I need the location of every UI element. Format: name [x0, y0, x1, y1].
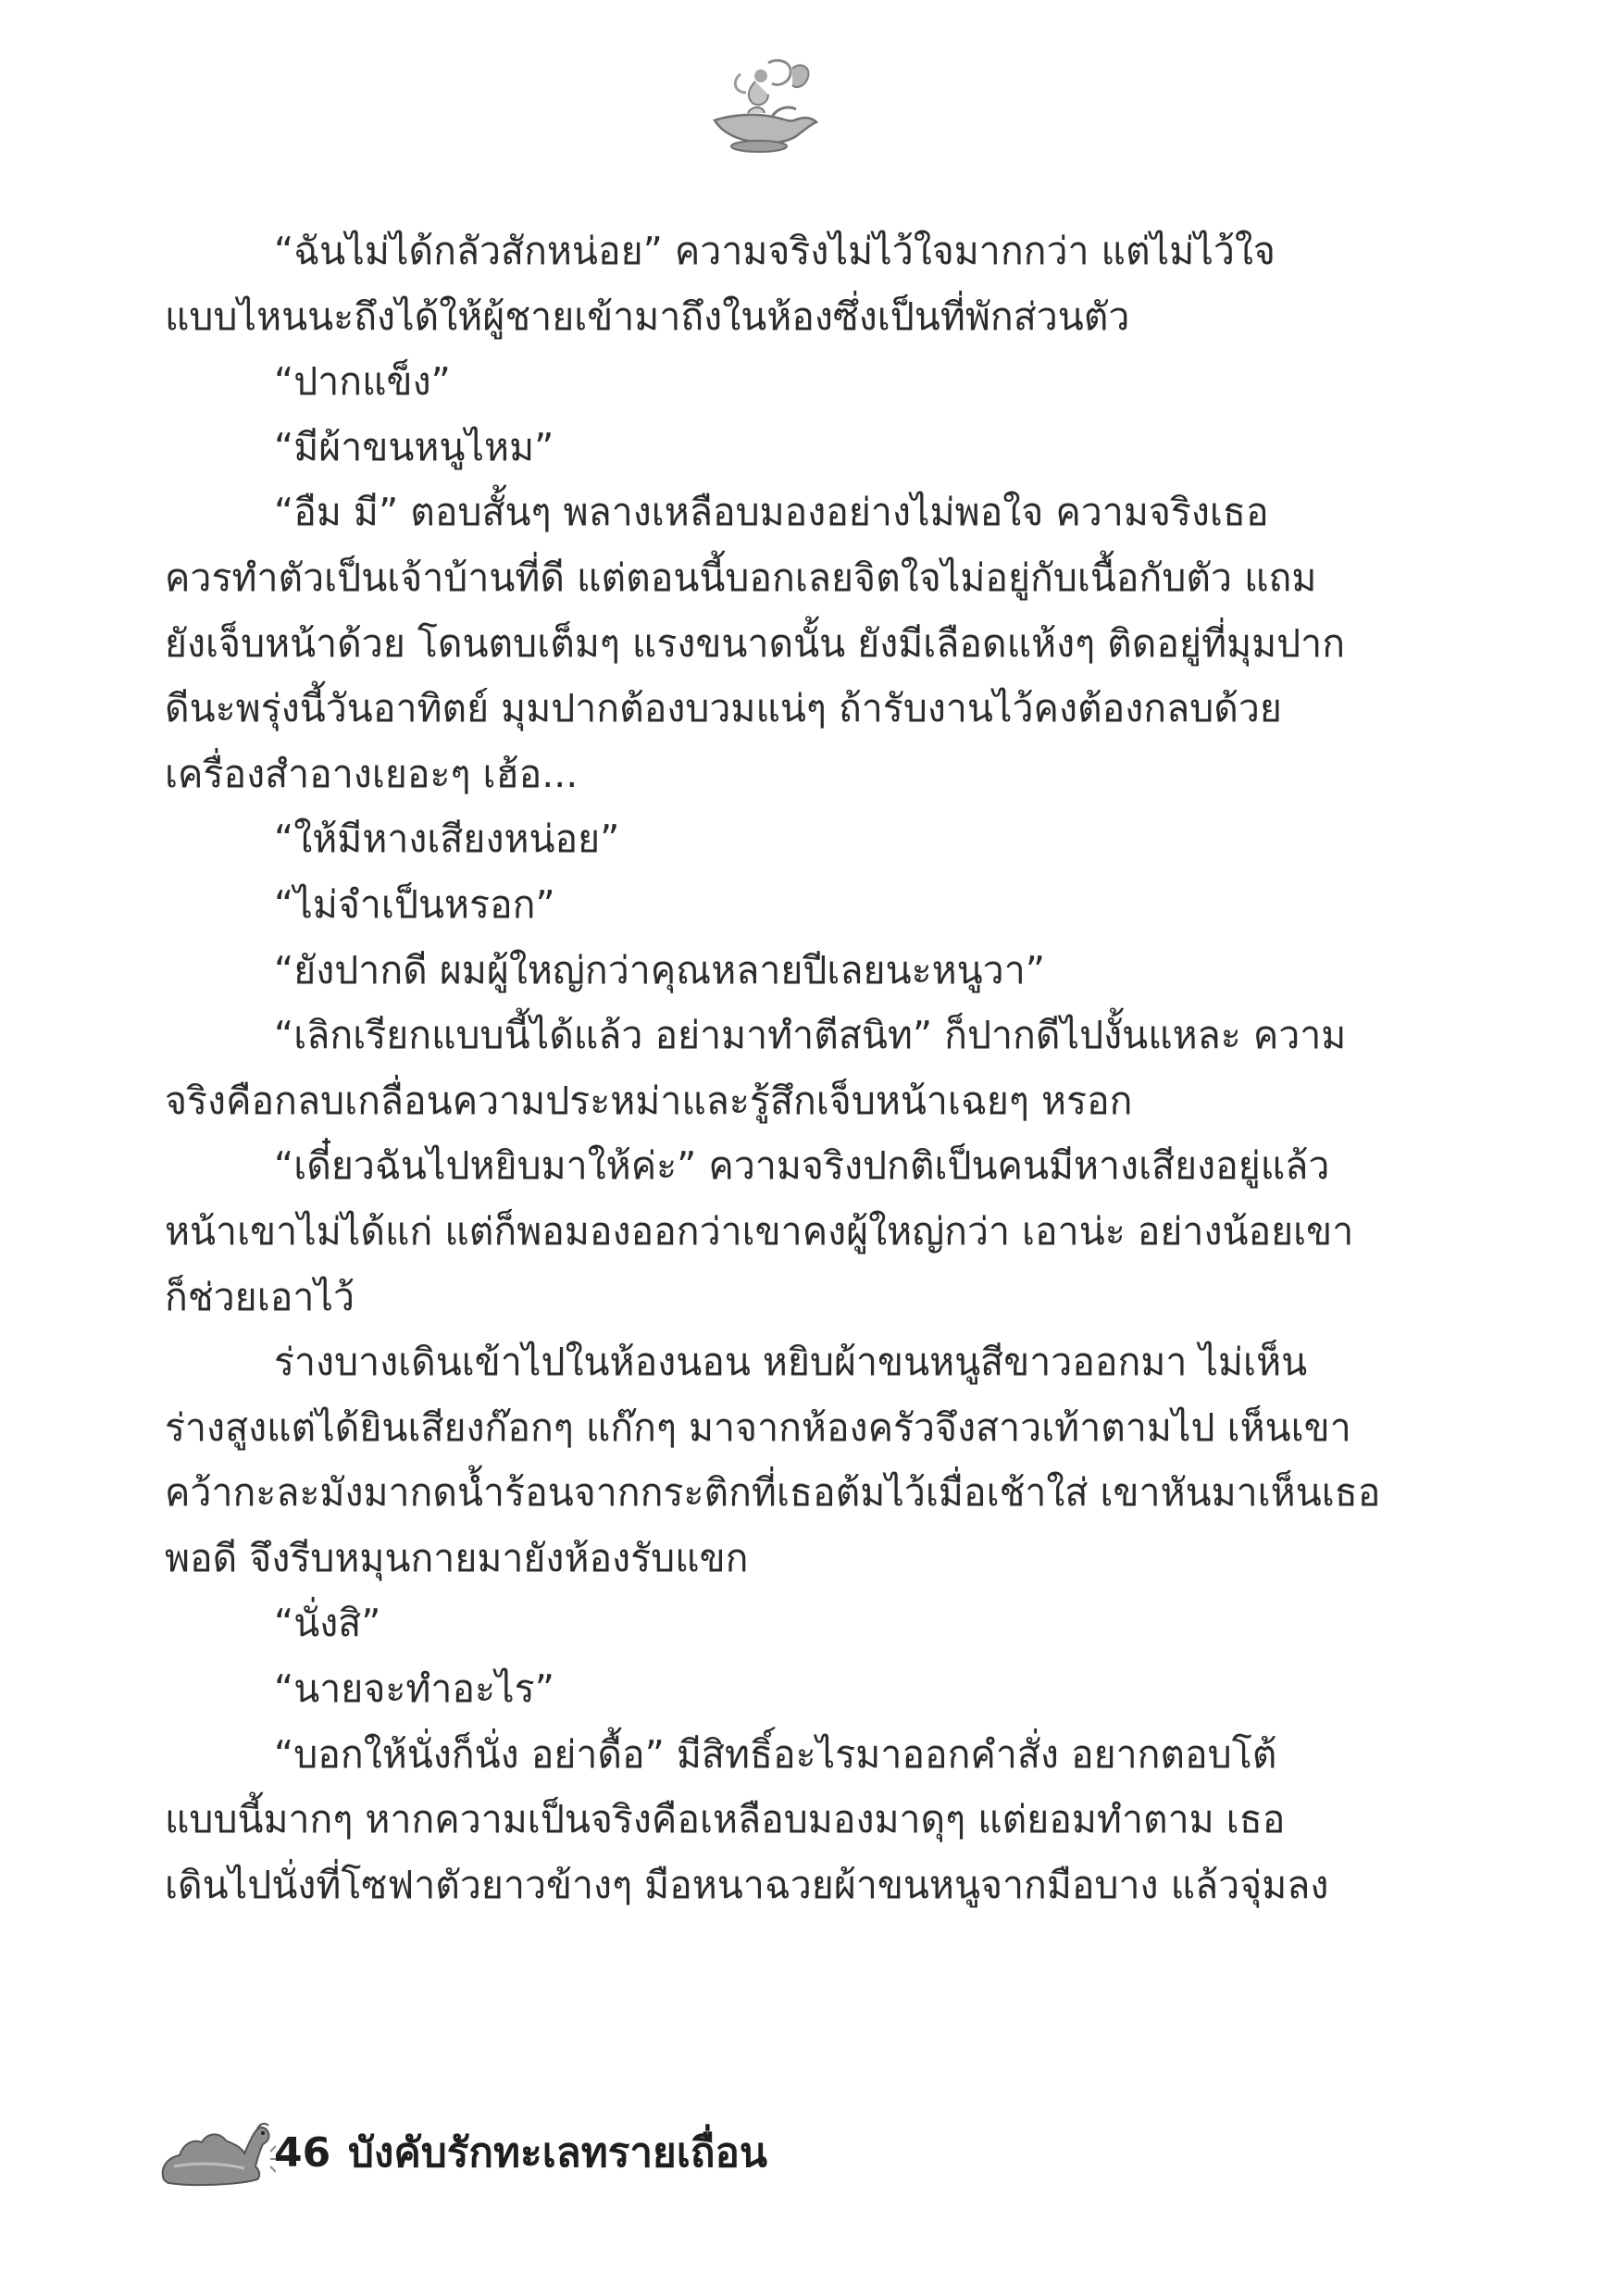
text-line: “นั่งสิ”: [274, 1601, 381, 1646]
text-line: “ยังปากดี ผมผู้ใหญ่กว่าคุณหลายปีเลยนะหนูวา”: [274, 947, 1045, 992]
text-line: จริงคือกลบเกลื่อนความประหม่าและรู้สึกเจ็บหน้าเฉยๆ หรอก: [165, 1078, 1133, 1123]
text-line: “มีผ้าขนหนูไหม”: [274, 424, 554, 469]
page-number: 46: [274, 2129, 331, 2177]
text-line: เครื่องสำอางเยอะๆ เฮ้อ...: [165, 751, 579, 796]
text-line: “นายจะทำอะไร”: [274, 1666, 554, 1712]
text-line: “ไม่จำเป็นหรอก”: [274, 881, 555, 927]
text-line: คว้ากะละมังมากดน้ำร้อนจากกระติกที่เธอต้มไว้เมื่อเช้าใส่ เขาหันมาเห็นเธอ: [165, 1470, 1381, 1516]
camel-icon: [156, 2102, 276, 2194]
book-title: บังคับรักทะเลทรายเถื่อน: [348, 2129, 767, 2177]
text-line: “อืม มี” ตอบสั้นๆ พลางเหลือบมองอย่างไม่พอใจ ความจริงเธอ: [274, 490, 1269, 535]
text-line: แบบนี้มากๆ หากความเป็นจริงคือเหลือบมองมาดุๆ แต่ยอมทำตาม เธอ: [165, 1797, 1286, 1842]
text-line: เดินไปนั่งที่โซฟาตัวยาวข้างๆ มือหนาฉวยผ้าขนหนูจากมือบาง แล้วจุ่มลง: [165, 1862, 1329, 1907]
text-line: “ปากแข็ง”: [274, 359, 451, 405]
page-footer: [156, 2102, 989, 2194]
text-line: “เลิกเรียกแบบนี้ได้แล้ว อย่ามาทำตีสนิท” ก็ปากดีไปงั้นแหละ ความ: [274, 1013, 1347, 1058]
text-line: พอดี จึงรีบหมุนกายมายังห้องรับแขก: [165, 1535, 749, 1580]
text-line: ดีนะพรุ่งนี้วันอาทิตย์ มุมปากต้องบวมแน่ๆ ถ้ารับงานไว้คงต้องกลบด้วย: [165, 686, 1282, 731]
text-line: “บอกให้นั่งก็นั่ง อย่าดื้อ” มีสิทธิ์อะไรมาออกคำสั่ง อยากตอบโต้: [274, 1731, 1277, 1777]
text-line: ก็ช่วยเอาไว้: [165, 1274, 355, 1319]
text-line: “ให้มีหางเสียงหน่อย”: [274, 817, 620, 862]
text-line: “เดี๋ยวฉันไปหยิบมาให้ค่ะ” ความจริงปกติเป็นคนมีหางเสียงอยู่แล้ว: [274, 1143, 1330, 1189]
text-line: หน้าเขาไม่ได้แก่ แต่ก็พอมองออกว่าเขาคงผู้ใหญ่กว่า เอาน่ะ อย่างน้อยเขา: [165, 1208, 1354, 1254]
genie-lamp-with-cupid-icon: [703, 56, 824, 157]
text-line: ควรทำตัวเป็นเจ้าบ้านที่ดี แต่ตอนนี้บอกเลยจิตใจไม่อยู่กับเนื้อกับตัว แถม: [165, 555, 1317, 600]
text-line: ร่างบางเดินเข้าไปในห้องนอน หยิบผ้าขนหนูสีขาวออกมา ไม่เห็น: [274, 1340, 1308, 1385]
text-line: ร่างสูงแต่ได้ยินเสียงก๊อกๆ แก๊กๆ มาจากห้องครัวจึงสาวเท้าตามไป เห็นเขา: [165, 1404, 1351, 1450]
text-line: แบบไหนนะถึงได้ให้ผู้ชายเข้ามาถึงในห้องซึ่งเป็นที่พักส่วนตัว: [165, 293, 1130, 339]
text-line: “ฉันไม่ได้กลัวสักหน่อย” ความจริงไม่ไว้ใจมากกว่า แต่ไม่ไว้ใจ: [274, 229, 1276, 273]
text-line: ยังเจ็บหน้าด้วย โดนตบเต็มๆ แรงขนาดนั้น ยังมีเลือดแห้งๆ ติดอยู่ที่มุมปาก: [165, 620, 1346, 666]
body-text: [165, 218, 1381, 1917]
